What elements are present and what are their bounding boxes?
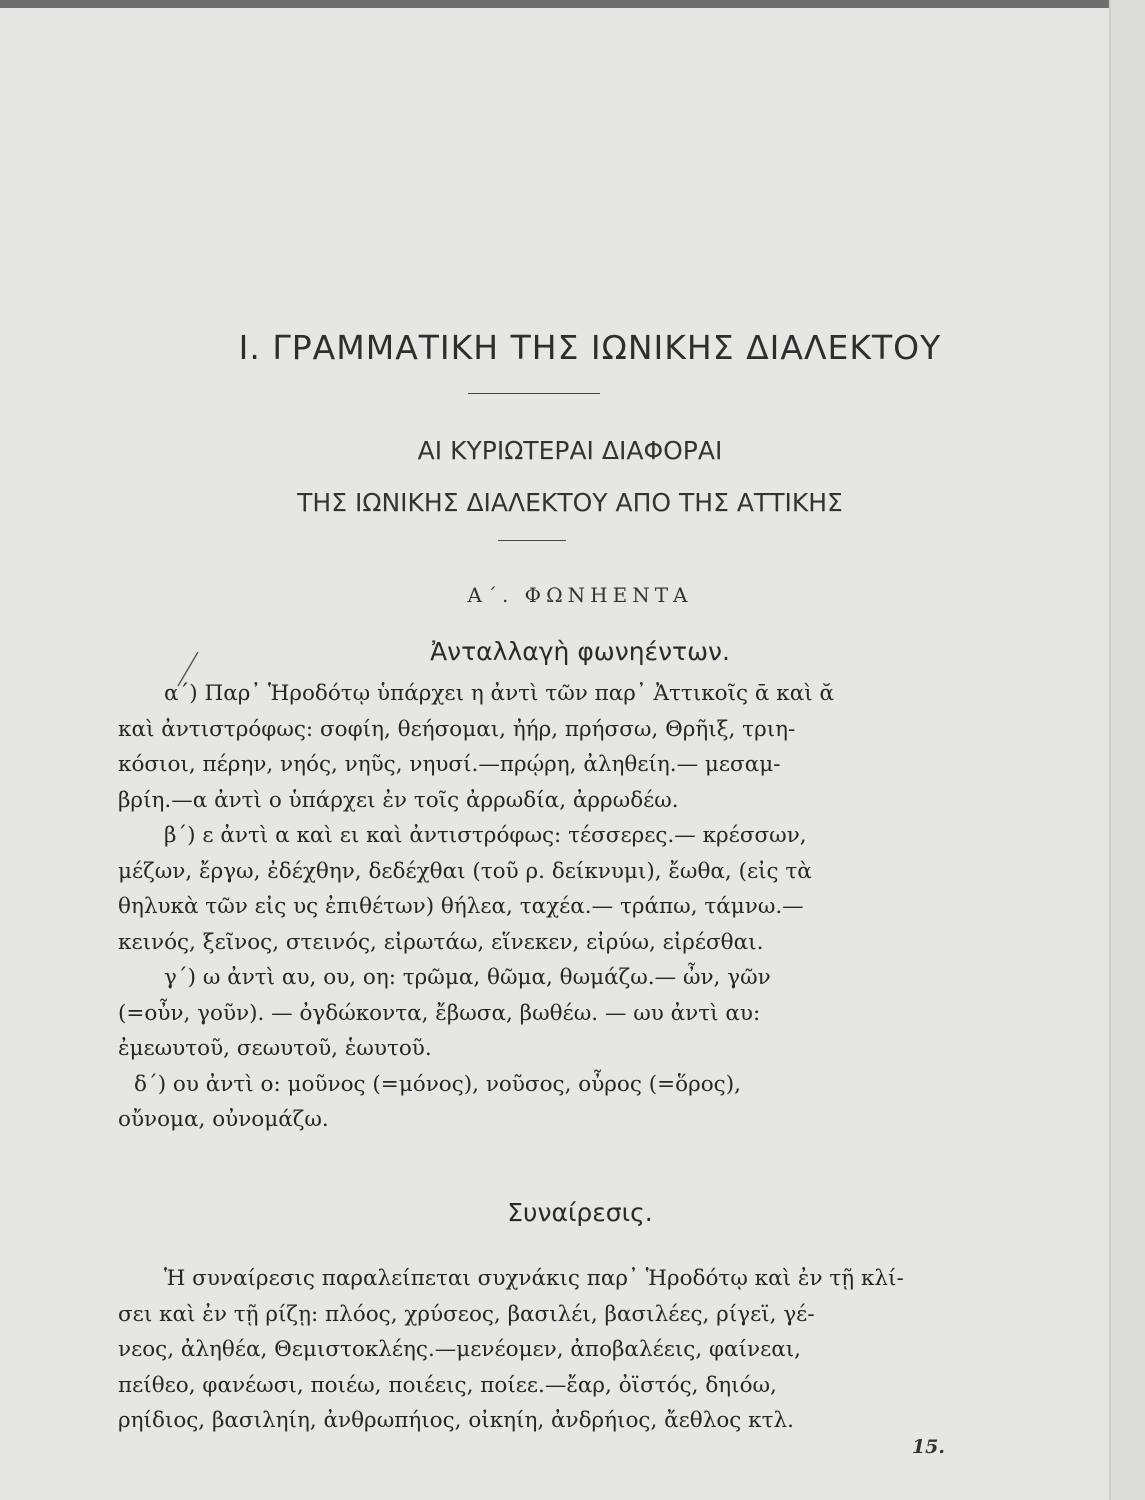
text-line: Ἡ συναίρεσις παραλείπεται συχνάκις παρ᾿ Ἡροδότῳ καὶ ἐν τῇ κλί- [164,1266,904,1291]
title-divider [468,393,600,394]
subtitle-divider [498,540,566,541]
page-number: 15. [911,1436,945,1458]
text-line: θηλυκὰ τῶν εἰς υς ἐπιθέτων) θήλεα, ταχέα.— τράπω, τάμνω.— [118,894,804,919]
text-line: ἐμεωυτοῦ, σεωυτοῦ, ἑωυτοῦ. [118,1036,432,1061]
text-line: (=οὖν, γοῦν). — ὀγδώκοντα, ἔβωσα, βωθέω. — ωυ ἀντὶ αυ: [118,1000,761,1026]
text-line: μέζων, ἔργω, ἐδέχθην, δεδέχθαι (τοῦ ρ. δείκνυμι), ἔωθα, (εἰς τὰ [118,858,812,884]
subtitle-line-1: ΑΙ ΚΥΡΙΩΤΕΡΑΙ ΔΙΑΦΟΡΑΙ [417,436,723,465]
text-line: δ΄) ου ἀντὶ ο: μοῦνος (=μόνος), νοῦσος, οὖρος (=ὅρος), [134,1071,741,1097]
text-line: β΄) ε ἀντὶ α καὶ ει καὶ ἀντιστρόφως: τέσσερες.— κρέσσων, [164,823,807,848]
page-binding-edge [1109,0,1145,1500]
text-line: ρηίδιος, βασιληίη, ἀνθρωπήιος, οἰκηίη, ἀνδρήιος, ἄεθλος κτλ. [118,1408,794,1433]
scan-top-border [0,0,1110,8]
subtitle-line-2: ΤΗΣ ΙΩΝΙΚΗΣ ΔΙΑΛΕΚΤΟΥ ΑΠΟ ΤΗΣ ΑΤΤΙΚΗΣ [297,488,843,517]
contraction-text [118,1261,960,1439]
text-line: α΄) Παρ᾿ Ἡροδότῳ ὑπάρχει η ἀντὶ τῶν παρ᾿ Ἀττικοῖς ᾱ καὶ ᾰ [164,681,835,706]
chapter-title: Ι. ΓΡΑΜΜΑΤΙΚΗ ΤΗΣ ΙΩΝΙΚΗΣ ΔΙΑΛΕΚΤΟΥ [238,328,942,367]
vowel-exchange-text [118,676,960,1138]
text-line: βρίη.—α ἀντὶ ο ὑπάρχει ἐν τοῖς ἀρρωδία, ἀρρωδέω. [118,787,679,813]
section-title-vowels: Α΄. ΦΩΝΗΕΝΤΑ [467,583,693,607]
text-line: πείθεο, φανέωσι, ποιέω, ποιέεις, ποίεε.—ἔαρ, ὀϊστός, δηιόω, [118,1372,777,1398]
text-line: καὶ ἀντιστρόφως: σοφίη, θεήσομαι, ἠήρ, πρήσσω, Θρῆιξ, τριη- [118,716,796,742]
text-line: κόσιοι, πέρην, νηός, νηῦς, νηυσί.—πρῴρη, ἀληθείη.— μεσαμ- [118,752,781,777]
text-line: γ΄) ω ἀντὶ αυ, ου, οη: τρῶμα, θῶμα, θωμάζω.— ὦν, γῶν [164,965,771,990]
vowel-exchange-heading: Ἀνταλλαγὴ φωνηέντων. [430,637,730,666]
text-line: σει καὶ ἐν τῇ ρίζῃ: πλόος, χρύσεος, βασιλέι, βασιλέες, ρίγεϊ, γέ- [118,1301,815,1327]
text-line: οὔνομα, οὐνομάζω. [118,1107,329,1132]
text-line: κεινός, ξεῖνος, στεινός, εἰρωτάω, εἵνεκεν, εἰρύω, εἰρέσθαι. [118,929,764,955]
contraction-heading: Συναίρεσις. [507,1198,653,1227]
text-line: νεος, ἀληθέα, Θεμιστοκλέης.—μενέομεν, ἀποβαλέεις, φαίνεαι, [118,1337,801,1362]
